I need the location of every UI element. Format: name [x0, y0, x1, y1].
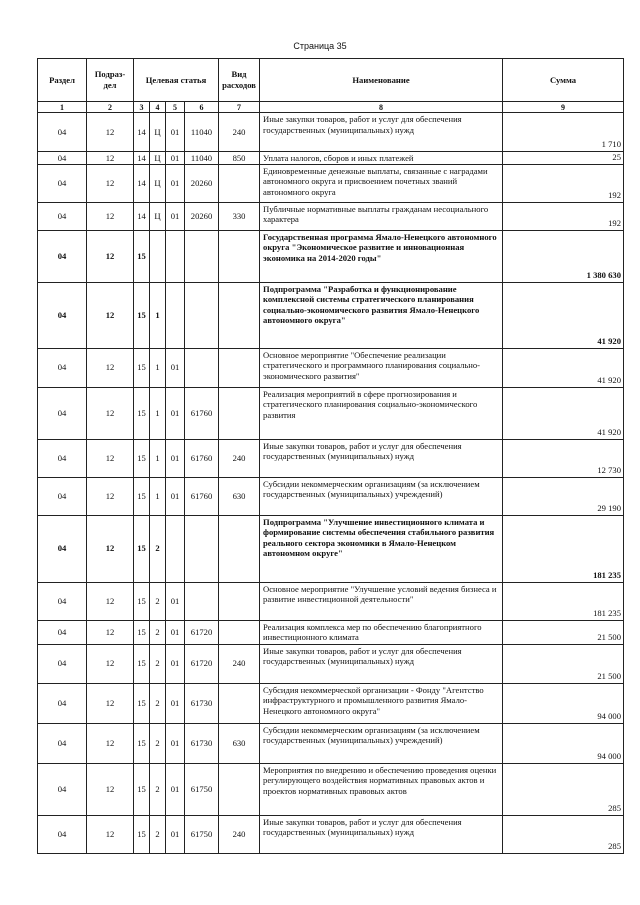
target-program-cell: 15 [134, 620, 150, 644]
target-subprogram-cell: 1 [150, 282, 166, 348]
target-subprogram-cell: 2 [150, 620, 166, 644]
col-number: 9 [503, 102, 624, 113]
table-row [38, 439, 624, 477]
target-program-cell: 14 [134, 152, 150, 165]
table-row [38, 387, 624, 439]
summa-cell: 12 730 [503, 439, 624, 477]
razdel-cell: 04 [38, 644, 87, 683]
col-number: 7 [219, 102, 260, 113]
table-body [38, 113, 624, 854]
summa-cell: 1 710 [503, 113, 624, 152]
target-direction-cell: 61760 [185, 387, 219, 439]
razdel-cell: 04 [38, 202, 87, 230]
target-program-cell: 15 [134, 282, 150, 348]
table-row [38, 582, 624, 620]
razdel-cell: 04 [38, 113, 87, 152]
page-number: Страница 35 [293, 41, 347, 51]
podrazdel-cell: 12 [87, 644, 134, 683]
target-event-cell: 01 [166, 348, 185, 387]
target-program-cell: 15 [134, 387, 150, 439]
target-subprogram-cell: Ц [150, 113, 166, 152]
table-row [38, 202, 624, 230]
summa-cell: 21 500 [503, 644, 624, 683]
header-row [38, 59, 624, 102]
target-event-cell: 01 [166, 582, 185, 620]
target-program-cell: 15 [134, 644, 150, 683]
naimenovanie-cell: Реализация мероприятий в сфере прогнозирования и стратегического планирования социально-экономического развития [260, 387, 503, 439]
table-row [38, 815, 624, 853]
col-number: 2 [87, 102, 134, 113]
target-subprogram-cell: 1 [150, 439, 166, 477]
target-event-cell: 01 [166, 202, 185, 230]
target-event-cell: 01 [166, 763, 185, 815]
target-program-cell: 15 [134, 723, 150, 763]
podrazdel-cell: 12 [87, 723, 134, 763]
target-direction-cell: 61750 [185, 815, 219, 853]
target-direction-cell [185, 515, 219, 582]
naimenovanie-cell: Реализация комплекса мер по обеспечению благоприятного инвестиционного климата [260, 620, 503, 644]
razdel-cell: 04 [38, 582, 87, 620]
podrazdel-cell: 12 [87, 387, 134, 439]
col-number: 8 [260, 102, 503, 113]
header-naimenovanie: Наименование [260, 59, 503, 102]
table-row [38, 282, 624, 348]
podrazdel-cell: 12 [87, 439, 134, 477]
target-program-cell: 14 [134, 113, 150, 152]
target-program-cell: 15 [134, 683, 150, 723]
target-direction-cell: 61760 [185, 439, 219, 477]
target-direction-cell [185, 282, 219, 348]
target-event-cell: 01 [166, 113, 185, 152]
target-subprogram-cell: Ц [150, 164, 166, 202]
podrazdel-cell: 12 [87, 164, 134, 202]
vid-raskhodov-cell: 330 [219, 202, 260, 230]
summa-cell: 285 [503, 815, 624, 853]
razdel-cell: 04 [38, 477, 87, 515]
table-row [38, 683, 624, 723]
summa-cell: 181 235 [503, 515, 624, 582]
vid-raskhodov-cell [219, 164, 260, 202]
podrazdel-cell: 12 [87, 815, 134, 853]
col-number: 3 [134, 102, 150, 113]
razdel-cell: 04 [38, 815, 87, 853]
target-program-cell: 14 [134, 202, 150, 230]
summa-cell: 29 190 [503, 477, 624, 515]
razdel-cell: 04 [38, 763, 87, 815]
vid-raskhodov-cell [219, 387, 260, 439]
podrazdel-cell: 12 [87, 152, 134, 165]
target-direction-cell [185, 230, 219, 282]
header-summa: Сумма [503, 59, 624, 102]
column-number-row [38, 102, 624, 113]
podrazdel-cell: 12 [87, 230, 134, 282]
target-program-cell: 14 [134, 164, 150, 202]
col-number: 5 [166, 102, 185, 113]
naimenovanie-cell: Государственная программа Ямало-Ненецкого автономного округа "Экономическое развитие и инновационная экономика на 2014-2020 годы" [260, 230, 503, 282]
razdel-cell: 04 [38, 152, 87, 165]
summa-cell: 94 000 [503, 723, 624, 763]
podrazdel-cell: 12 [87, 515, 134, 582]
podrazdel-cell: 12 [87, 582, 134, 620]
razdel-cell: 04 [38, 282, 87, 348]
naimenovanie-cell: Мероприятия по внедрению и обеспечению проведения оценки регулирующего воздействия нормативных правовых актов и проектов нормативных правовых актов [260, 763, 503, 815]
naimenovanie-cell: Подпрограмма "Разработка и функционирование комплексной системы стратегического планирования социально-экономического развития Ямало-Ненецкого автономного округа" [260, 282, 503, 348]
target-event-cell: 01 [166, 164, 185, 202]
target-direction-cell: 61720 [185, 644, 219, 683]
naimenovanie-cell: Иные закупки товаров, работ и услуг для обеспечения государственных (муниципальных) нужд [260, 644, 503, 683]
header-razdel: Раздел [38, 59, 87, 102]
target-event-cell: 01 [166, 477, 185, 515]
naimenovanie-cell: Уплата налогов, сборов и иных платежей [260, 152, 503, 165]
podrazdel-cell: 12 [87, 477, 134, 515]
target-event-cell: 01 [166, 683, 185, 723]
table-row [38, 723, 624, 763]
table-row [38, 164, 624, 202]
target-subprogram-cell: 2 [150, 723, 166, 763]
vid-raskhodov-cell [219, 348, 260, 387]
podrazdel-cell: 12 [87, 202, 134, 230]
podrazdel-cell: 12 [87, 683, 134, 723]
target-event-cell [166, 282, 185, 348]
summa-cell: 285 [503, 763, 624, 815]
target-event-cell: 01 [166, 620, 185, 644]
podrazdel-cell: 12 [87, 763, 134, 815]
header-vid-raskhodov: Вид расходов [219, 59, 260, 102]
naimenovanie-cell: Иные закупки товаров, работ и услуг для обеспечения государственных (муниципальных) нужд [260, 439, 503, 477]
col-number: 6 [185, 102, 219, 113]
podrazdel-cell: 12 [87, 348, 134, 387]
target-direction-cell: 20260 [185, 164, 219, 202]
target-subprogram-cell: 1 [150, 348, 166, 387]
table-row [38, 620, 624, 644]
naimenovanie-cell: Основное мероприятие "Улучшение условий ведения бизнеса и развитие инвестиционной деятельности" [260, 582, 503, 620]
target-subprogram-cell: 2 [150, 763, 166, 815]
naimenovanie-cell: Субсидия некоммерческой организации - Фонду "Агентство инфраструктурного и промышленного развития Ямало-Ненецкого автономного округа" [260, 683, 503, 723]
target-event-cell [166, 515, 185, 582]
vid-raskhodov-cell: 630 [219, 723, 260, 763]
razdel-cell: 04 [38, 164, 87, 202]
podrazdel-cell: 12 [87, 113, 134, 152]
vid-raskhodov-cell [219, 683, 260, 723]
target-subprogram-cell: 2 [150, 644, 166, 683]
naimenovanie-cell: Субсидии некоммерческим организациям (за исключением государственных (муниципальных) учреждений) [260, 477, 503, 515]
vid-raskhodov-cell [219, 515, 260, 582]
target-direction-cell: 20260 [185, 202, 219, 230]
table-row [38, 230, 624, 282]
table-row [38, 763, 624, 815]
target-subprogram-cell: Ц [150, 152, 166, 165]
vid-raskhodov-cell: 240 [219, 644, 260, 683]
naimenovanie-cell: Публичные нормативные выплаты гражданам несоциального характера [260, 202, 503, 230]
target-subprogram-cell: 2 [150, 582, 166, 620]
target-program-cell: 15 [134, 230, 150, 282]
vid-raskhodov-cell: 850 [219, 152, 260, 165]
col-number: 1 [38, 102, 87, 113]
target-subprogram-cell: 1 [150, 477, 166, 515]
target-event-cell [166, 230, 185, 282]
razdel-cell: 04 [38, 683, 87, 723]
target-program-cell: 15 [134, 763, 150, 815]
naimenovanie-cell: Основное мероприятие "Обеспечение реализации стратегического и программного планирования социально-экономического развития" [260, 348, 503, 387]
header-podrazdel: Подраз- дел [87, 59, 134, 102]
target-event-cell: 01 [166, 152, 185, 165]
target-event-cell: 01 [166, 723, 185, 763]
vid-raskhodov-cell: 240 [219, 815, 260, 853]
target-direction-cell: 61720 [185, 620, 219, 644]
target-subprogram-cell: 2 [150, 683, 166, 723]
razdel-cell: 04 [38, 439, 87, 477]
target-subprogram-cell: Ц [150, 202, 166, 230]
header-target-article: Целевая статья [134, 59, 219, 102]
vid-raskhodov-cell: 630 [219, 477, 260, 515]
target-program-cell: 15 [134, 515, 150, 582]
target-program-cell: 15 [134, 582, 150, 620]
naimenovanie-cell: Субсидии некоммерческим организациям (за исключением государственных (муниципальных) учреждений) [260, 723, 503, 763]
target-program-cell: 15 [134, 477, 150, 515]
target-subprogram-cell: 1 [150, 387, 166, 439]
budget-table [37, 58, 624, 854]
razdel-cell: 04 [38, 515, 87, 582]
vid-raskhodov-cell [219, 230, 260, 282]
target-subprogram-cell: 2 [150, 515, 166, 582]
summa-cell: 41 920 [503, 282, 624, 348]
podrazdel-cell: 12 [87, 620, 134, 644]
target-program-cell: 15 [134, 439, 150, 477]
summa-cell: 25 [503, 152, 624, 165]
summa-cell: 181 235 [503, 582, 624, 620]
col-number: 4 [150, 102, 166, 113]
target-subprogram-cell [150, 230, 166, 282]
vid-raskhodov-cell: 240 [219, 439, 260, 477]
podrazdel-cell: 12 [87, 282, 134, 348]
razdel-cell: 04 [38, 620, 87, 644]
summa-cell: 192 [503, 202, 624, 230]
summa-cell: 41 920 [503, 348, 624, 387]
target-program-cell: 15 [134, 348, 150, 387]
table-row [38, 477, 624, 515]
target-event-cell: 01 [166, 815, 185, 853]
summa-cell: 1 380 630 [503, 230, 624, 282]
table-row [38, 515, 624, 582]
vid-raskhodov-cell [219, 620, 260, 644]
target-direction-cell [185, 582, 219, 620]
naimenovanie-cell: Иные закупки товаров, работ и услуг для обеспечения государственных (муниципальных) нужд [260, 815, 503, 853]
summa-cell: 94 000 [503, 683, 624, 723]
target-direction-cell: 61730 [185, 683, 219, 723]
naimenovanie-cell: Единовременные денежные выплаты, связанные с наградами автономного округа и присвоением почетных званий автономного округа [260, 164, 503, 202]
target-direction-cell: 61750 [185, 763, 219, 815]
naimenovanie-cell: Иные закупки товаров, работ и услуг для обеспечения государственных (муниципальных) нужд [260, 113, 503, 152]
target-program-cell: 15 [134, 815, 150, 853]
table-row [38, 348, 624, 387]
vid-raskhodov-cell: 240 [219, 113, 260, 152]
target-direction-cell: 11040 [185, 152, 219, 165]
target-direction-cell: 61760 [185, 477, 219, 515]
vid-raskhodov-cell [219, 282, 260, 348]
target-direction-cell: 11040 [185, 113, 219, 152]
table-row [38, 113, 624, 152]
target-event-cell: 01 [166, 387, 185, 439]
table-row [38, 152, 624, 165]
razdel-cell: 04 [38, 348, 87, 387]
summa-cell: 192 [503, 164, 624, 202]
table-row [38, 644, 624, 683]
summa-cell: 41 920 [503, 387, 624, 439]
target-event-cell: 01 [166, 439, 185, 477]
razdel-cell: 04 [38, 723, 87, 763]
target-subprogram-cell: 2 [150, 815, 166, 853]
vid-raskhodov-cell [219, 763, 260, 815]
target-direction-cell: 61730 [185, 723, 219, 763]
vid-raskhodov-cell [219, 582, 260, 620]
razdel-cell: 04 [38, 387, 87, 439]
summa-cell: 21 500 [503, 620, 624, 644]
target-event-cell: 01 [166, 644, 185, 683]
naimenovanie-cell: Подпрограмма "Улучшение инвестиционного климата и формирование системы обеспечения стабильного развития реального сектора экономики в Ямало-Ненецком автономном округе" [260, 515, 503, 582]
target-direction-cell [185, 348, 219, 387]
razdel-cell: 04 [38, 230, 87, 282]
